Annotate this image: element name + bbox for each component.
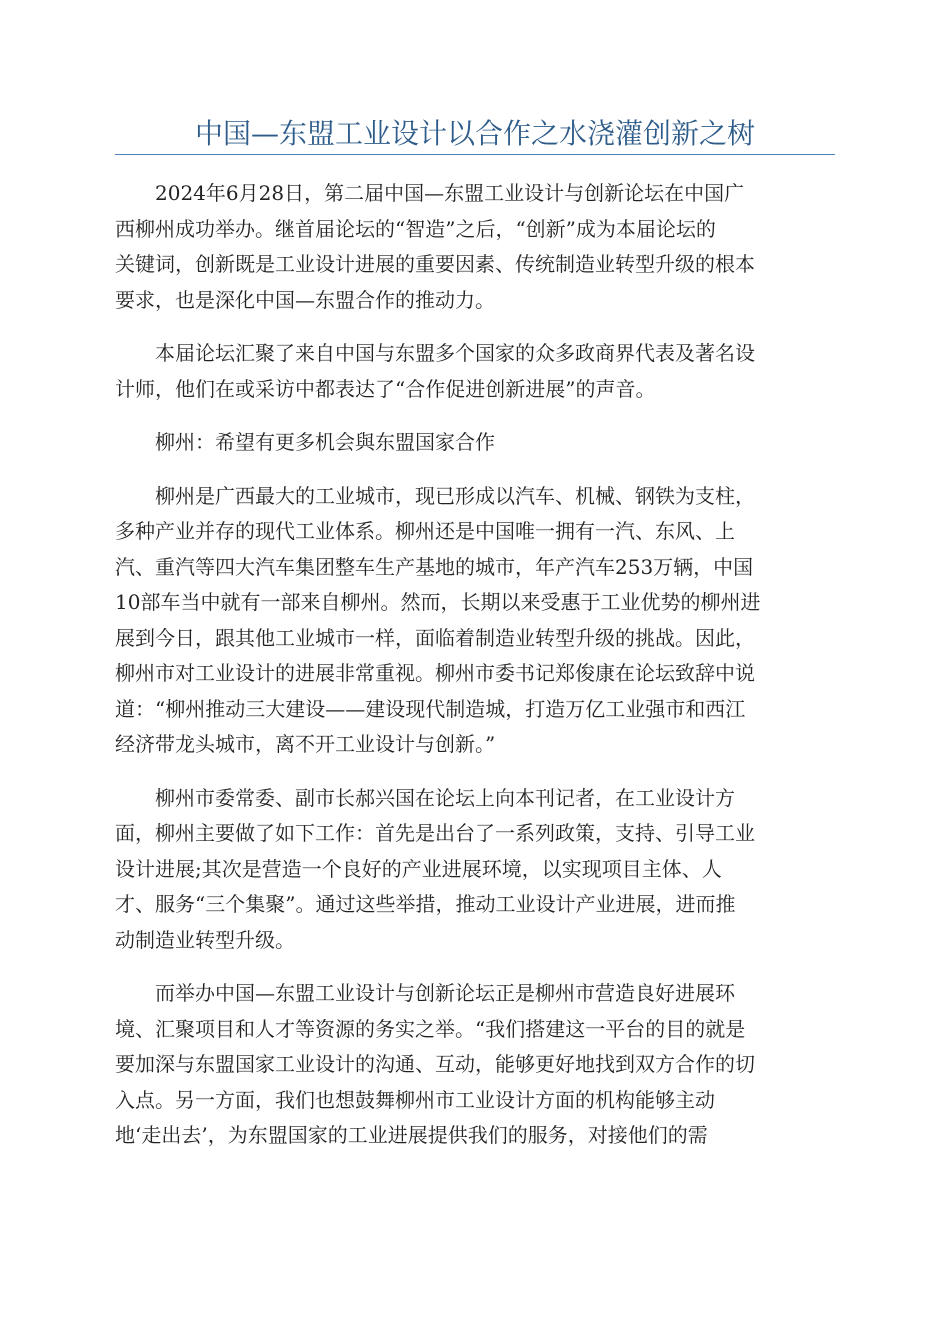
paragraph-line: 入点。另一方面，我们也想鼓舞柳州市工业设计方面的机构能够主动 <box>115 1087 715 1112</box>
paragraph-5 <box>115 976 835 1154</box>
paragraph-line: 面，柳州主要做了如下工作：首先是出台了一系列政策，支持、引导工业 <box>115 821 755 845</box>
paragraph-line: 汽、重汽等四大汽车集团整车生产基地的城市，年产汽车253万辆，中国 <box>115 554 754 579</box>
paragraph-line: 2024年6月28日，第二届中国—东盟工业设计与创新论坛在中国广 <box>155 181 745 205</box>
paragraph-line: 设计进展;其次是营造一个良好的产业进展环境，以实现项目主体、人 <box>115 856 722 881</box>
paragraph-3 <box>115 479 835 763</box>
paragraph-line: 计师，他们在或采访中都表达了“合作促进创新进展”的声音。 <box>115 376 656 401</box>
title-underline <box>115 154 835 155</box>
paragraph-line: 西柳州成功举办。继首届论坛的“智造”之后，“创新”成为本届论坛的 <box>115 216 716 241</box>
paragraph-line: 地‘走出去’，为东盟国家的工业进展提供我们的服务，对接他们的需 <box>115 1123 708 1147</box>
paragraph-line: 柳州是广西最大的工业城市，现已形成以汽车、机械、钢铁为支柱， <box>155 483 755 508</box>
paragraph-line: 经济带龙头城市，离不开工业设计与创新。” <box>115 732 496 756</box>
paragraph-2 <box>115 336 835 407</box>
paragraph-line: 而举办中国—东盟工业设计与创新论坛正是柳州市营造良好进展环 <box>155 981 735 1005</box>
paragraph-line: 要加深与东盟国家工业设计的沟通、互动，能够更好地找到双方合作的切 <box>115 1052 755 1076</box>
paragraph-line: 10部车当中就有一部来自柳州。然而，长期以来受惠于工业优势的柳州进 <box>115 590 761 614</box>
paragraph-line: 柳州：希望有更多机会與东盟国家合作 <box>155 430 495 454</box>
paragraph-line: 境、汇聚项目和人才等资源的务实之举。“我们搭建这一平台的目的就是 <box>115 1016 746 1041</box>
paragraph-line: 要求，也是深化中国—东盟合作的推动力。 <box>115 287 495 312</box>
paragraph-line: 动制造业转型升级。 <box>115 927 295 952</box>
paragraph-line: 才、服务“三个集聚”。通过这些举措，推动工业设计产业进展，进而推 <box>115 892 736 916</box>
paragraph-line: 关键词，创新既是工业设计进展的重要因素、传统制造业转型升级的根本 <box>115 252 755 276</box>
paragraph-line: 道：“柳州推动三大建设——建设现代制造城，打造万亿工业强市和西江 <box>115 696 746 721</box>
paragraph-line: 柳州市委常委、副市长郝兴国在论坛上向本刊记者，在工业设计方 <box>155 785 735 810</box>
paragraph-line: 柳州市对工业设计的进展非常重视。柳州市委书记郑俊康在论坛致辞中说 <box>115 661 755 685</box>
article-body <box>115 176 835 1172</box>
section-heading-liuzhou <box>115 425 835 461</box>
article-title: 中国—东盟工业设计以合作之水浇灌创新之树 <box>194 117 755 150</box>
paragraph-4 <box>115 781 835 959</box>
paragraph-line: 本届论坛汇聚了来自中国与东盟多个国家的众多政商界代表及著名设 <box>155 341 755 365</box>
paragraph-line: 多种产业并存的现代工业体系。柳州还是中国唯一拥有一汽、东风、上 <box>115 519 735 543</box>
paragraph-1 <box>115 176 835 318</box>
paragraph-line: 展到今日，跟其他工业城市一样，面临着制造业转型升级的挑战。因此， <box>115 625 755 650</box>
